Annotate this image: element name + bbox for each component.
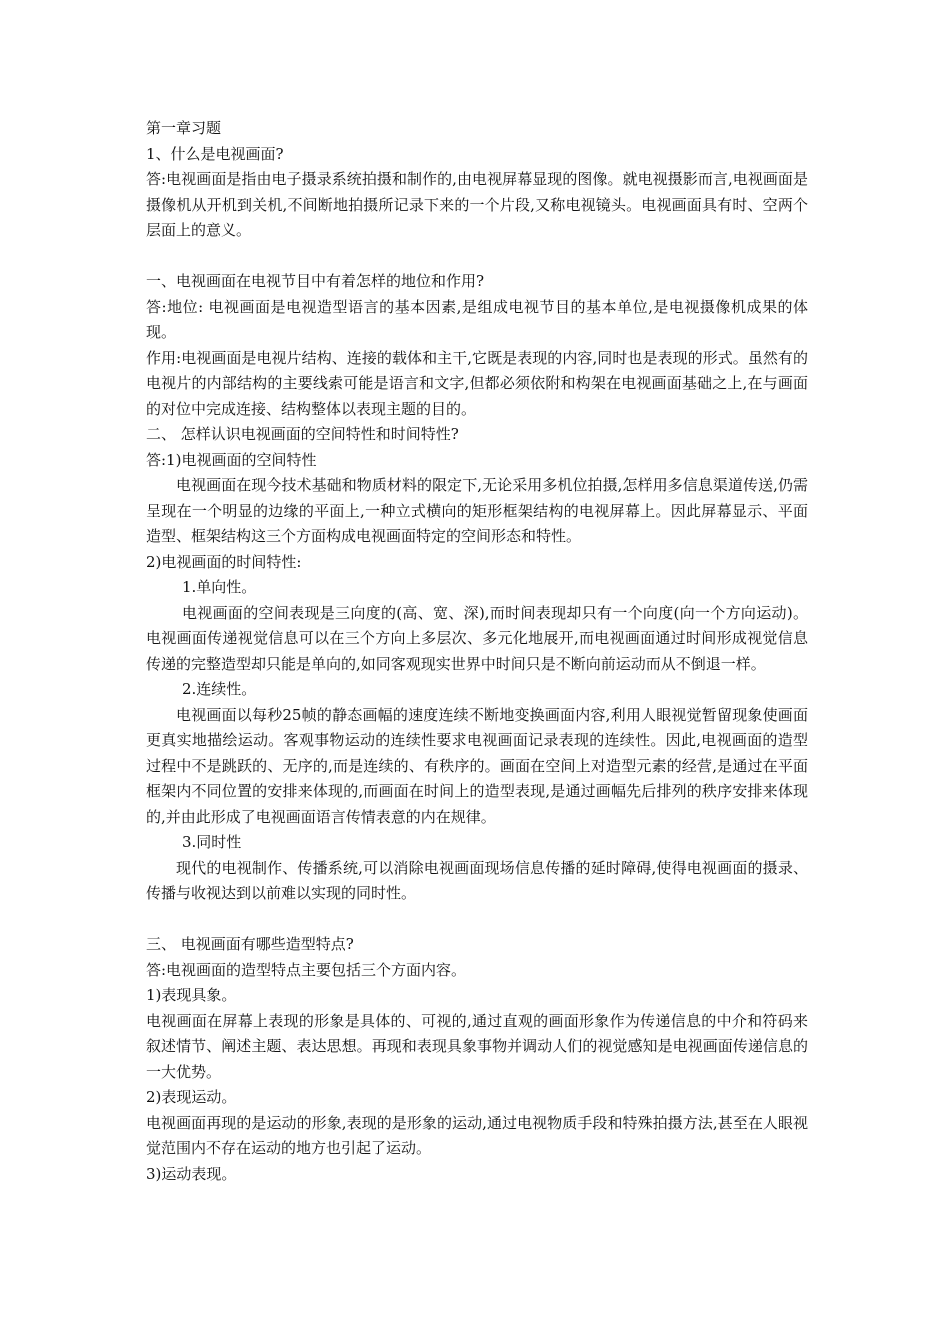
- feature-2-heading: 2)表现运动。: [146, 1088, 237, 1106]
- section-2-space-heading: 答:1)电视画面的空间特性: [146, 450, 317, 469]
- document-page: [146, 116, 808, 1187]
- spacer: [146, 244, 808, 270]
- section-3-answer: 答:电视画面的造型特点主要包括三个方面内容。: [146, 960, 467, 979]
- time-property-3-text: 现代的电视制作、传播系统,可以消除电视画面现场信息传播的延时障碍,使得电视画面的摄录、传播与收视达到以前难以实现的同时性。: [146, 858, 808, 902]
- time-property-2-heading: 2.连续性。: [182, 680, 257, 698]
- section-1-answer-status: 答:地位: 电视画面是电视造型语言的基本因素,是组成电视节目的基本单位,是电视摄像机成果的体现。: [146, 297, 808, 341]
- time-property-2-text: 电视画面以每秒25帧的静态画幅的速度连续不断地变换画面内容,利用人眼视觉暂留现象使画面更真实地描绘运动。客观事物运动的连续性要求电视画面记录表现的连续性。因此,电视画面的造型过程中不是跳跃的、无序的,而是连续的、有秩序的。画面在空间上对造型元素的经营,是通过在平面框架内不同位置的安排来体现的,而画面在时间上的造型表现,是通过画幅先后排列的秩序安排来体现的,并由此形成了电视画面语言传情表意的内在规律。: [146, 705, 808, 826]
- time-property-3-heading: 3.同时性: [182, 833, 242, 851]
- spacer: [146, 907, 808, 933]
- time-property-1-text: 电视画面的空间表现是三向度的(高、宽、深),而时间表现却只有一个向度(向一个方向运动)。电视画面传递视觉信息可以在三个方向上多层次、多元化地展开,而电视画面通过时间形成视觉信息传递的完整造型却只能是单向的,如同客观现实世界中时间只是不断向前运动而从不倒退一样。: [146, 603, 808, 673]
- feature-1-text: 电视画面在屏幕上表现的形象是具体的、可视的,通过直观的画面形象作为传递信息的中介和符码来叙述情节、阐述主题、表达思想。再现和表现具象事物并调动人们的视觉感知是电视画面传递信息的一大优势。: [146, 1011, 808, 1081]
- section-2-question: 二、 怎样认识电视画面的空间特性和时间特性?: [146, 425, 459, 443]
- answer-1: 答:电视画面是指由电子摄录系统拍摄和制作的,由电视屏幕显现的图像。就电视摄影而言,电视画面是摄像机从开机到关机,不间断地拍摄所记录下来的一个片段,又称电视镜头。电视画面具有时、空两个层面上的意义。: [146, 170, 808, 239]
- chapter-title: 第一章习题: [146, 119, 222, 137]
- section-2-time-heading: 2)电视画面的时间特性:: [146, 552, 302, 571]
- feature-2-text: 电视画面再现的是运动的形象,表现的是形象的运动,通过电视物质手段和特殊拍摄方法,甚至在人眼视觉范围内不存在运动的地方也引起了运动。: [146, 1113, 808, 1157]
- section-1-answer-role: 作用:电视画面是电视片结构、连接的载体和主干,它既是表现的内容,同时也是表现的形式。虽然有的电视片的内部结构的主要线索可能是语言和文字,但都必须依附和构架在电视画面基础之上,在与画面的对位中完成连接、结构整体以表现主题的目的。: [146, 348, 808, 418]
- section-1-question: 一、电视画面在电视节目中有着怎样的地位和作用?: [146, 272, 485, 290]
- feature-1-heading: 1)表现具象。: [146, 986, 237, 1004]
- section-2-space-text: 电视画面在现今技术基础和物质材料的限定下,无论采用多机位拍摄,怎样用多信息渠道传送,仍需呈现在一个明显的边缘的平面上,一种立式横向的矩形框架结构的电视屏幕上。因此屏幕显示、平面造型、框架结构这三个方面构成电视画面特定的空间形态和特性。: [146, 476, 808, 545]
- section-3-question: 三、 电视画面有哪些造型特点?: [146, 935, 354, 953]
- question-1: 1、什么是电视画面?: [146, 144, 284, 163]
- feature-3-heading: 3)运动表现。: [146, 1164, 237, 1183]
- time-property-1-heading: 1.单向性。: [182, 578, 257, 596]
